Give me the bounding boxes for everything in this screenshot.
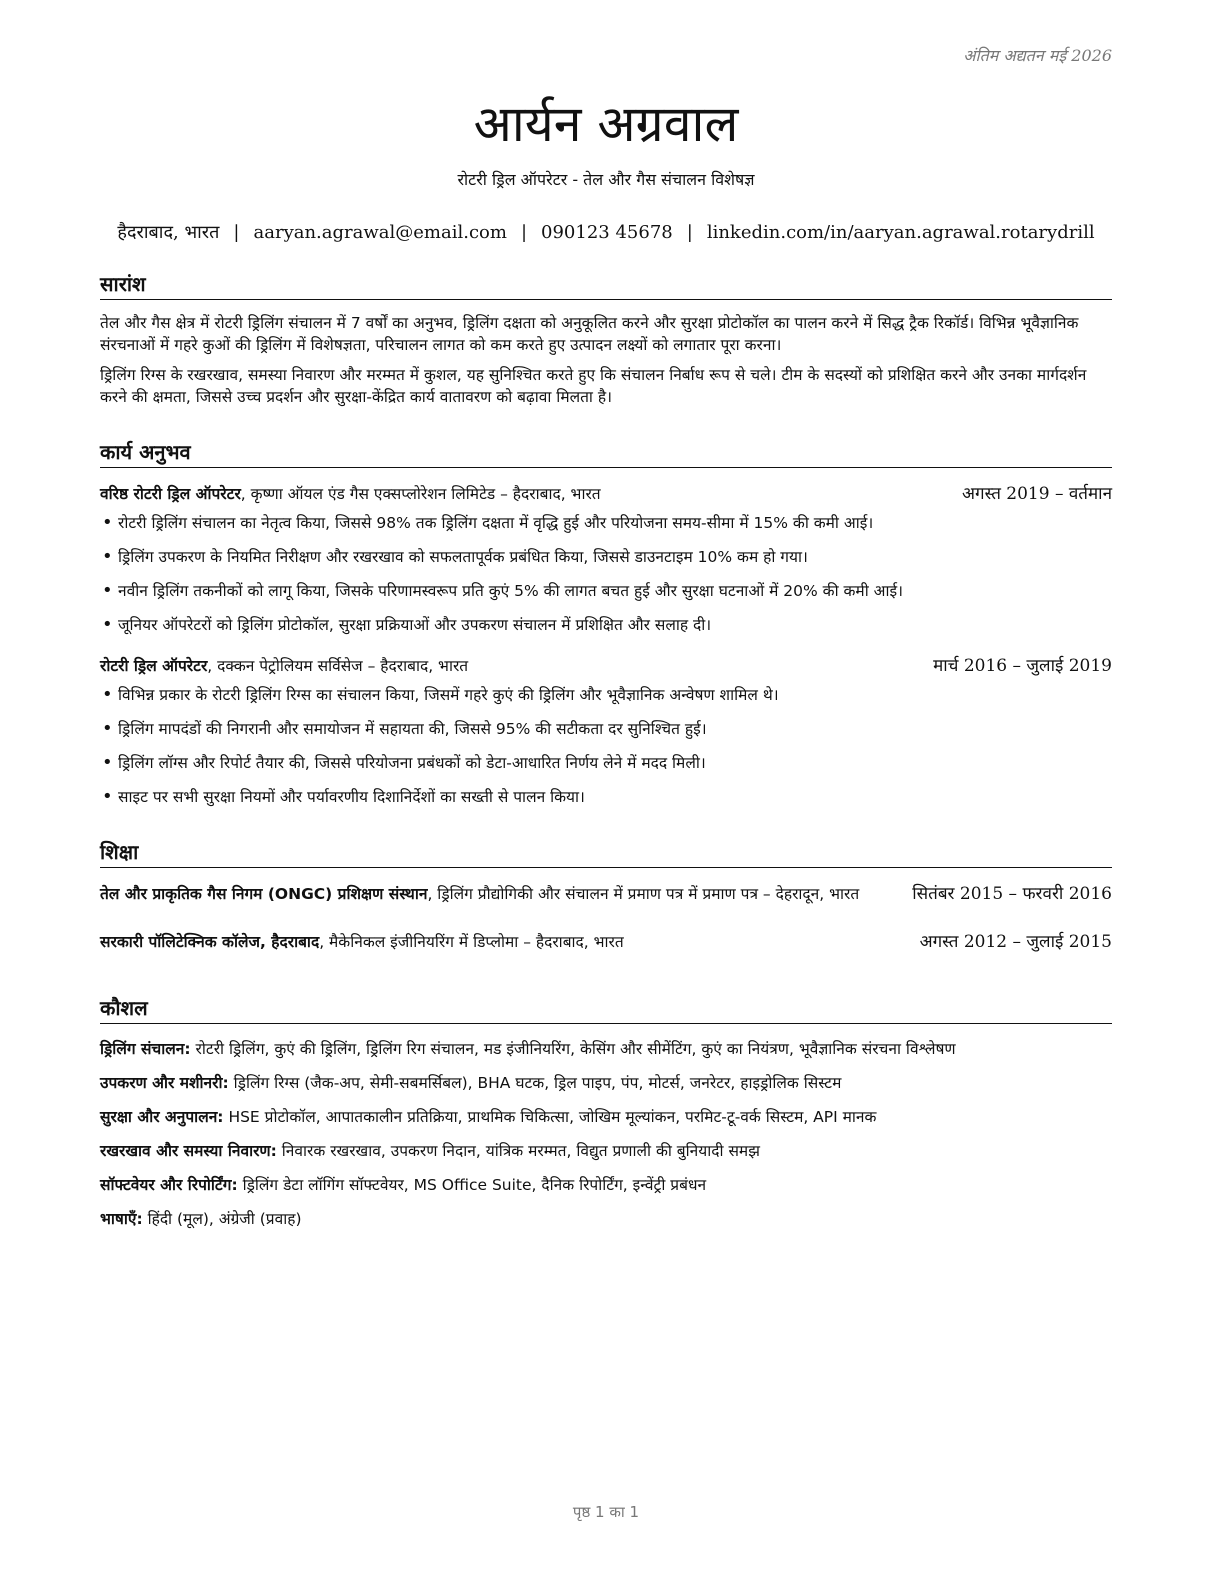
- job-bullet: • नवीन ड्रिलिंग तकनीकों को लागू किया, जिसके परिणामस्वरूप प्रति कुएं 5% की लागत बचत हुई और सुरक्षा घटनाओं में 20% की कमी आई।: [100, 580, 1112, 602]
- job-org: , दक्कन पेट्रोलियम सर्विसेज – हैदराबाद, भारत: [207, 657, 469, 675]
- contact-separator: |: [520, 222, 528, 243]
- skill-value: हिंदी (मूल), अंग्रेजी (प्रवाह): [142, 1210, 302, 1228]
- summary-paragraph: तेल और गैस क्षेत्र में रोटरी ड्रिलिंग संचालन में 7 वर्षों का अनुभव, ड्रिलिंग दक्षता को अनुकूलित करने और सुरक्षा प्रोटोकॉल का पालन करने में सिद्ध ट्रैक रिकॉर्ड। विभिन्न भूवैज्ञानिक संरचनाओं में गहरे कुओं की ड्रिलिंग में विशेषज्ञता, परिचालन लागत को कम करते हुए उत्पादन लक्ष्यों को लगातार पूरा करना।: [100, 314, 1079, 354]
- contact-linkedin[interactable]: linkedin.com/in/aaryan.agrawal.rotarydrill: [706, 222, 1095, 243]
- job-bullet: • ड्रिलिंग लॉग्स और रिपोर्ट तैयार की, जिससे परियोजना प्रबंधकों को डेटा-आधारित निर्णय लेने में मदद मिली।: [100, 752, 1112, 774]
- candidate-name: आर्यन अग्रवाल: [473, 95, 739, 153]
- skill-value: ड्रिलिंग डेटा लॉगिंग सॉफ्टवेयर, MS Office Suite, दैनिक रिपोर्टिंग, इन्वेंट्री प्रबंधन: [237, 1176, 707, 1194]
- experience-title: कार्य अनुभव: [100, 438, 1112, 468]
- skills-list: [100, 1038, 1112, 1230]
- education-dates: अगस्त 2012 – जुलाई 2015: [919, 932, 1112, 952]
- skill-item: [100, 1208, 1112, 1230]
- job-org: , कृष्णा ऑयल एंड गैस एक्सप्लोरेशन लिमिटेड – हैदराबाद, भारत: [240, 485, 601, 503]
- contact-phone: 090123 45678: [541, 222, 673, 243]
- skill-item: [100, 1174, 1112, 1196]
- skills-section: [100, 994, 1112, 1242]
- summary-paragraph: ड्रिलिंग रिग्स के रखरखाव, समस्या निवारण और मरम्मत में कुशल, यह सुनिश्चित करते हुए कि संचालन निर्बाध रूप से चले। टीम के सदस्यों को प्रशिक्षित करने और उनका मार्गदर्शन करने की क्षमता, जिससे उच्च प्रदर्शन और सुरक्षा-केंद्रित कार्य वातावरण को बढ़ावा मिलता है।: [100, 366, 1087, 406]
- summary-title: सारांश: [100, 270, 1112, 300]
- education-section: [100, 838, 1112, 954]
- experience-section: [100, 438, 1112, 820]
- skill-value: निवारक रखरखाव, उपकरण निदान, यांत्रिक मरम्मत, विद्युत प्रणाली की बुनियादी समझ: [276, 1142, 760, 1160]
- skill-item: [100, 1106, 1112, 1128]
- job-bullets: [100, 512, 1112, 636]
- skill-item: [100, 1140, 1112, 1162]
- skill-value: HSE प्रोटोकॉल, आपातकालीन प्रतिक्रिया, प्राथमिक चिकित्सा, जोखिम मूल्यांकन, परमिट-टू-वर्क सिस्टम, API मानक: [223, 1108, 877, 1126]
- contact-email[interactable]: aaryan.agrawal@email.com: [253, 222, 507, 243]
- job-bullet: • ड्रिलिंग उपकरण के नियमित निरीक्षण और रखरखाव को सफलतापूर्वक प्रबंधित किया, जिससे डाउनटाइम 10% कम हो गया।: [100, 546, 1112, 568]
- skill-value: रोटरी ड्रिलिंग, कुएं की ड्रिलिंग, ड्रिलिंग रिग संचालन, मड इंजीनियरिंग, केसिंग और सीमेंटिंग, कुएं का नियंत्रण, भूवैज्ञानिक संरचना विश्लेषण: [190, 1040, 956, 1058]
- education-detail: , ड्रिलिंग प्रौद्योगिकी और संचालन में प्रमाण पत्र में प्रमाण पत्र – देहरादून, भारत: [427, 885, 860, 903]
- education-institution: सरकारी पॉलिटेक्निक कॉलेज, हैदराबाद: [100, 933, 320, 951]
- skill-label: भाषाएँ:: [100, 1210, 143, 1228]
- job-bullet: • साइट पर सभी सुरक्षा नियमों और पर्यावरणीय दिशानिर्देशों का सख्ती से पालन किया।: [100, 786, 1112, 808]
- skills-title: कौशल: [100, 994, 1112, 1024]
- skill-value: ड्रिलिंग रिग्स (जैक-अप, सेमी-सबमर्सिबल), BHA घटक, ड्रिल पाइप, पंप, मोटर्स, जनरेटर, हाइड्रोलिक सिस्टम: [228, 1074, 842, 1092]
- resume-page: [100, 0, 1112, 1584]
- contact-separator: |: [233, 222, 240, 243]
- job-role: वरिष्ठ रोटरी ड्रिल ऑपरेटर: [100, 485, 241, 503]
- page-number: पृष्ठ 1 का 1: [572, 1503, 640, 1521]
- skill-item: [100, 1072, 1112, 1094]
- job-bullets: [100, 684, 1112, 808]
- skill-label: उपकरण और मशीनरी:: [100, 1074, 229, 1092]
- summary-section: [100, 270, 1112, 408]
- job-bullet: • ड्रिलिंग मापदंडों की निगरानी और समायोजन में सहायता की, जिससे 95% की सटीकता दर सुनिश्चित हुई।: [100, 718, 1112, 740]
- education-detail: , मैकेनिकल इंजीनियरिंग में डिप्लोमा – हैदराबाद, भारत: [319, 933, 624, 951]
- education-entry: [100, 930, 1112, 954]
- skill-item: [100, 1038, 1112, 1060]
- education-entry: [100, 882, 1112, 906]
- job-bullet: • रोटरी ड्रिलिंग संचालन का नेतृत्व किया, जिससे 98% तक ड्रिलिंग दक्षता में वृद्धि हुई और परियोजना समय-सीमा में 15% की कमी आई।: [100, 512, 1112, 534]
- job-bullet: • विभिन्न प्रकार के रोटरी ड्रिलिंग रिग्स का संचालन किया, जिसमें गहरे कुएं की ड्रिलिंग और भूवैज्ञानिक अन्वेषण शामिल थे।: [100, 684, 1112, 706]
- job-role: रोटरी ड्रिल ऑपरेटर: [100, 657, 208, 675]
- job-dates: अगस्त 2019 – वर्तमान: [962, 484, 1112, 504]
- education-institution: तेल और प्राकृतिक गैस निगम (ONGC) प्रशिक्षण संस्थान: [100, 885, 428, 903]
- job-subtitle: रोटरी ड्रिल ऑपरेटर - तेल और गैस संचालन विशेषज्ञ: [457, 170, 755, 189]
- contact-location: हैदराबाद, भारत: [117, 222, 220, 243]
- last-updated: अंतिम अद्यतन मई 2026: [963, 46, 1112, 65]
- job-entry: [100, 482, 1112, 636]
- skill-label: रखरखाव और समस्या निवारण:: [100, 1142, 277, 1160]
- education-title: शिक्षा: [100, 838, 1112, 868]
- skill-label: सॉफ्टवेयर और रिपोर्टिंग:: [100, 1176, 238, 1194]
- skill-label: ड्रिलिंग संचालन:: [100, 1040, 191, 1058]
- job-bullet: • जूनियर ऑपरेटरों को ड्रिलिंग प्रोटोकॉल, सुरक्षा प्रक्रियाओं और उपकरण संचालन में प्रशिक्षित और सलाह दी।: [100, 614, 1112, 636]
- contact-line: [100, 220, 1112, 244]
- job-header: [100, 654, 1112, 678]
- job-header: [100, 482, 1112, 506]
- education-dates: सितंबर 2015 – फरवरी 2016: [912, 884, 1112, 904]
- job-entry: [100, 654, 1112, 808]
- contact-separator: |: [686, 222, 693, 243]
- job-dates: मार्च 2016 – जुलाई 2019: [933, 656, 1112, 676]
- skill-label: सुरक्षा और अनुपालन:: [100, 1108, 224, 1126]
